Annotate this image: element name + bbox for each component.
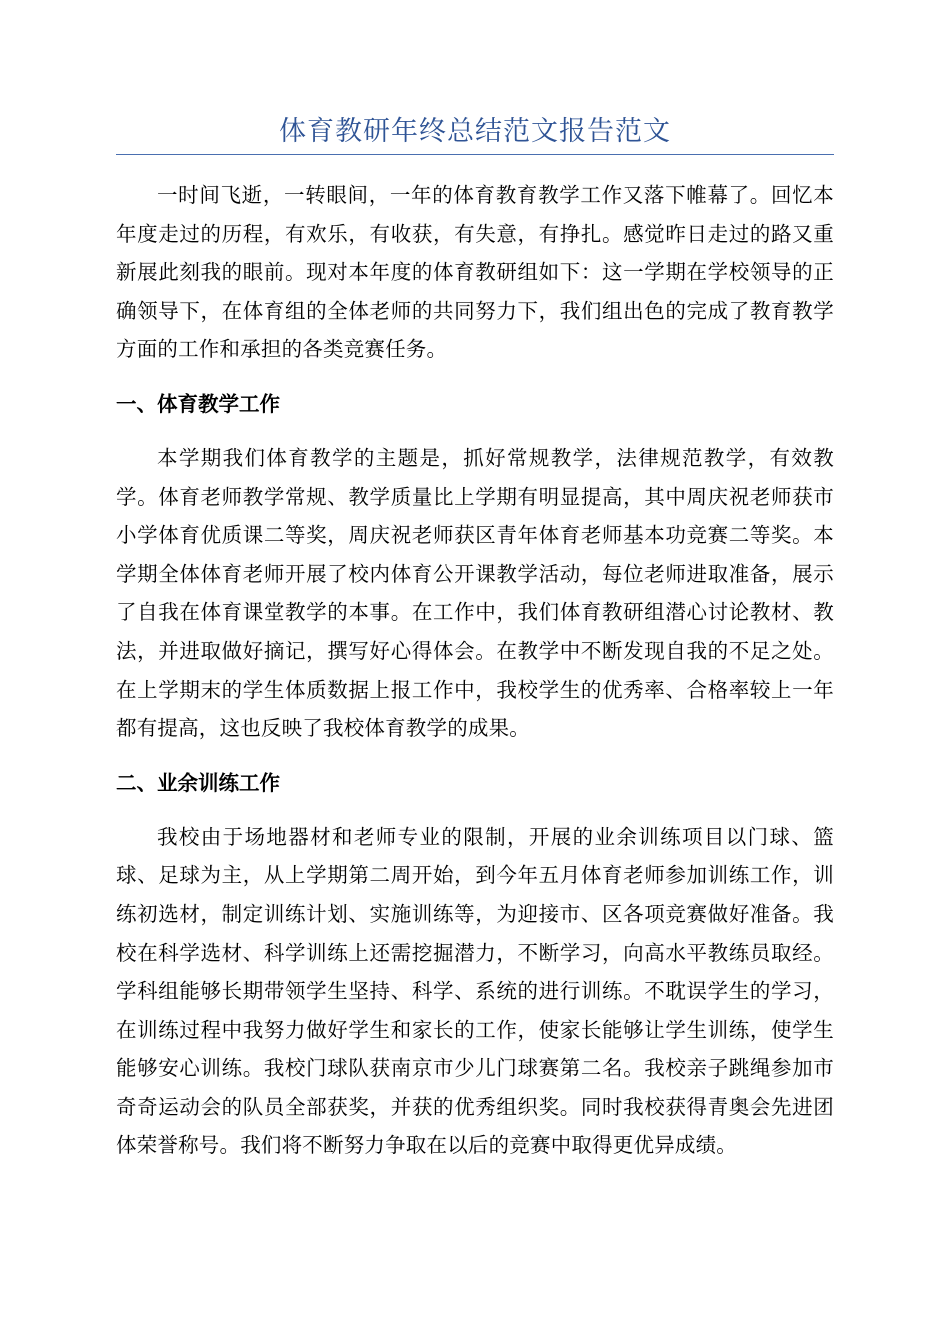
title-underline: [116, 154, 834, 155]
section-body-training: 我校由于场地器材和老师专业的限制，开展的业余训练项目以门球、篮球、足球为主，从上学期第二周开始，到今年五月体育老师参加训练工作，训练初选材，制定训练计划、实施训练等，为迎接市、区各项竞赛做好准备。我校在科学选材、科学训练上还需挖掘潜力，不断学习，向高水平教练员取经。学科组能够长期带领学生坚持、科学、系统的进行训练。不耽误学生的学习，在训练过程中我努力做好学生和家长的工作，使家长能够让学生训练，使学生能够安心训练。我校门球队获南京市少儿门球赛第二名。我校亲子跳绳参加市奇奇运动会的队员全部获奖，并获的优秀组织奖。同时我校获得青奥会先进团体荣誉称号。我们将不断努力争取在以后的竞赛中取得更优异成绩。: [116, 824, 834, 1158]
section-heading-training: 二、业余训练工作: [116, 770, 280, 795]
intro-paragraph: 一时间飞逝，一转眼间，一年的体育教育教学工作又落下帷幕了。回忆本年度走过的历程，有欢乐，有收获，有失意，有挣扎。感觉昨日走过的路又重新展此刻我的眼前。现对本年度的体育教研组如下：这一学期在学校领导的正确领导下，在体育组的全体老师的共同努力下，我们组出色的完成了教育教学方面的工作和承担的各类竞赛任务。: [116, 183, 834, 362]
section-heading-teaching: 一、体育教学工作: [116, 391, 280, 416]
document-body: [116, 176, 834, 1165]
document-title: 体育教研年终总结范文报告范文: [279, 116, 671, 147]
section-body-teaching: 本学期我们体育教学的主题是，抓好常规教学，法律规范教学，有效教学。体育老师教学常规、教学质量比上学期有明显提高，其中周庆祝老师获市小学体育优质课二等奖，周庆祝老师获区青年体育老师基本功竞赛二等奖。本学期全体体育老师开展了校内体育公开课教学活动，每位老师进取准备，展示了自我在体育课堂教学的本事。在工作中，我们体育教研组潜心讨论教材、教法，并进取做好摘记，撰写好心得体会。在教学中不断发现自我的不足之处。在上学期末的学生体质数据上报工作中，我校学生的优秀率、合格率较上一年都有提高，这也反映了我校体育教学的成果。: [116, 445, 834, 741]
